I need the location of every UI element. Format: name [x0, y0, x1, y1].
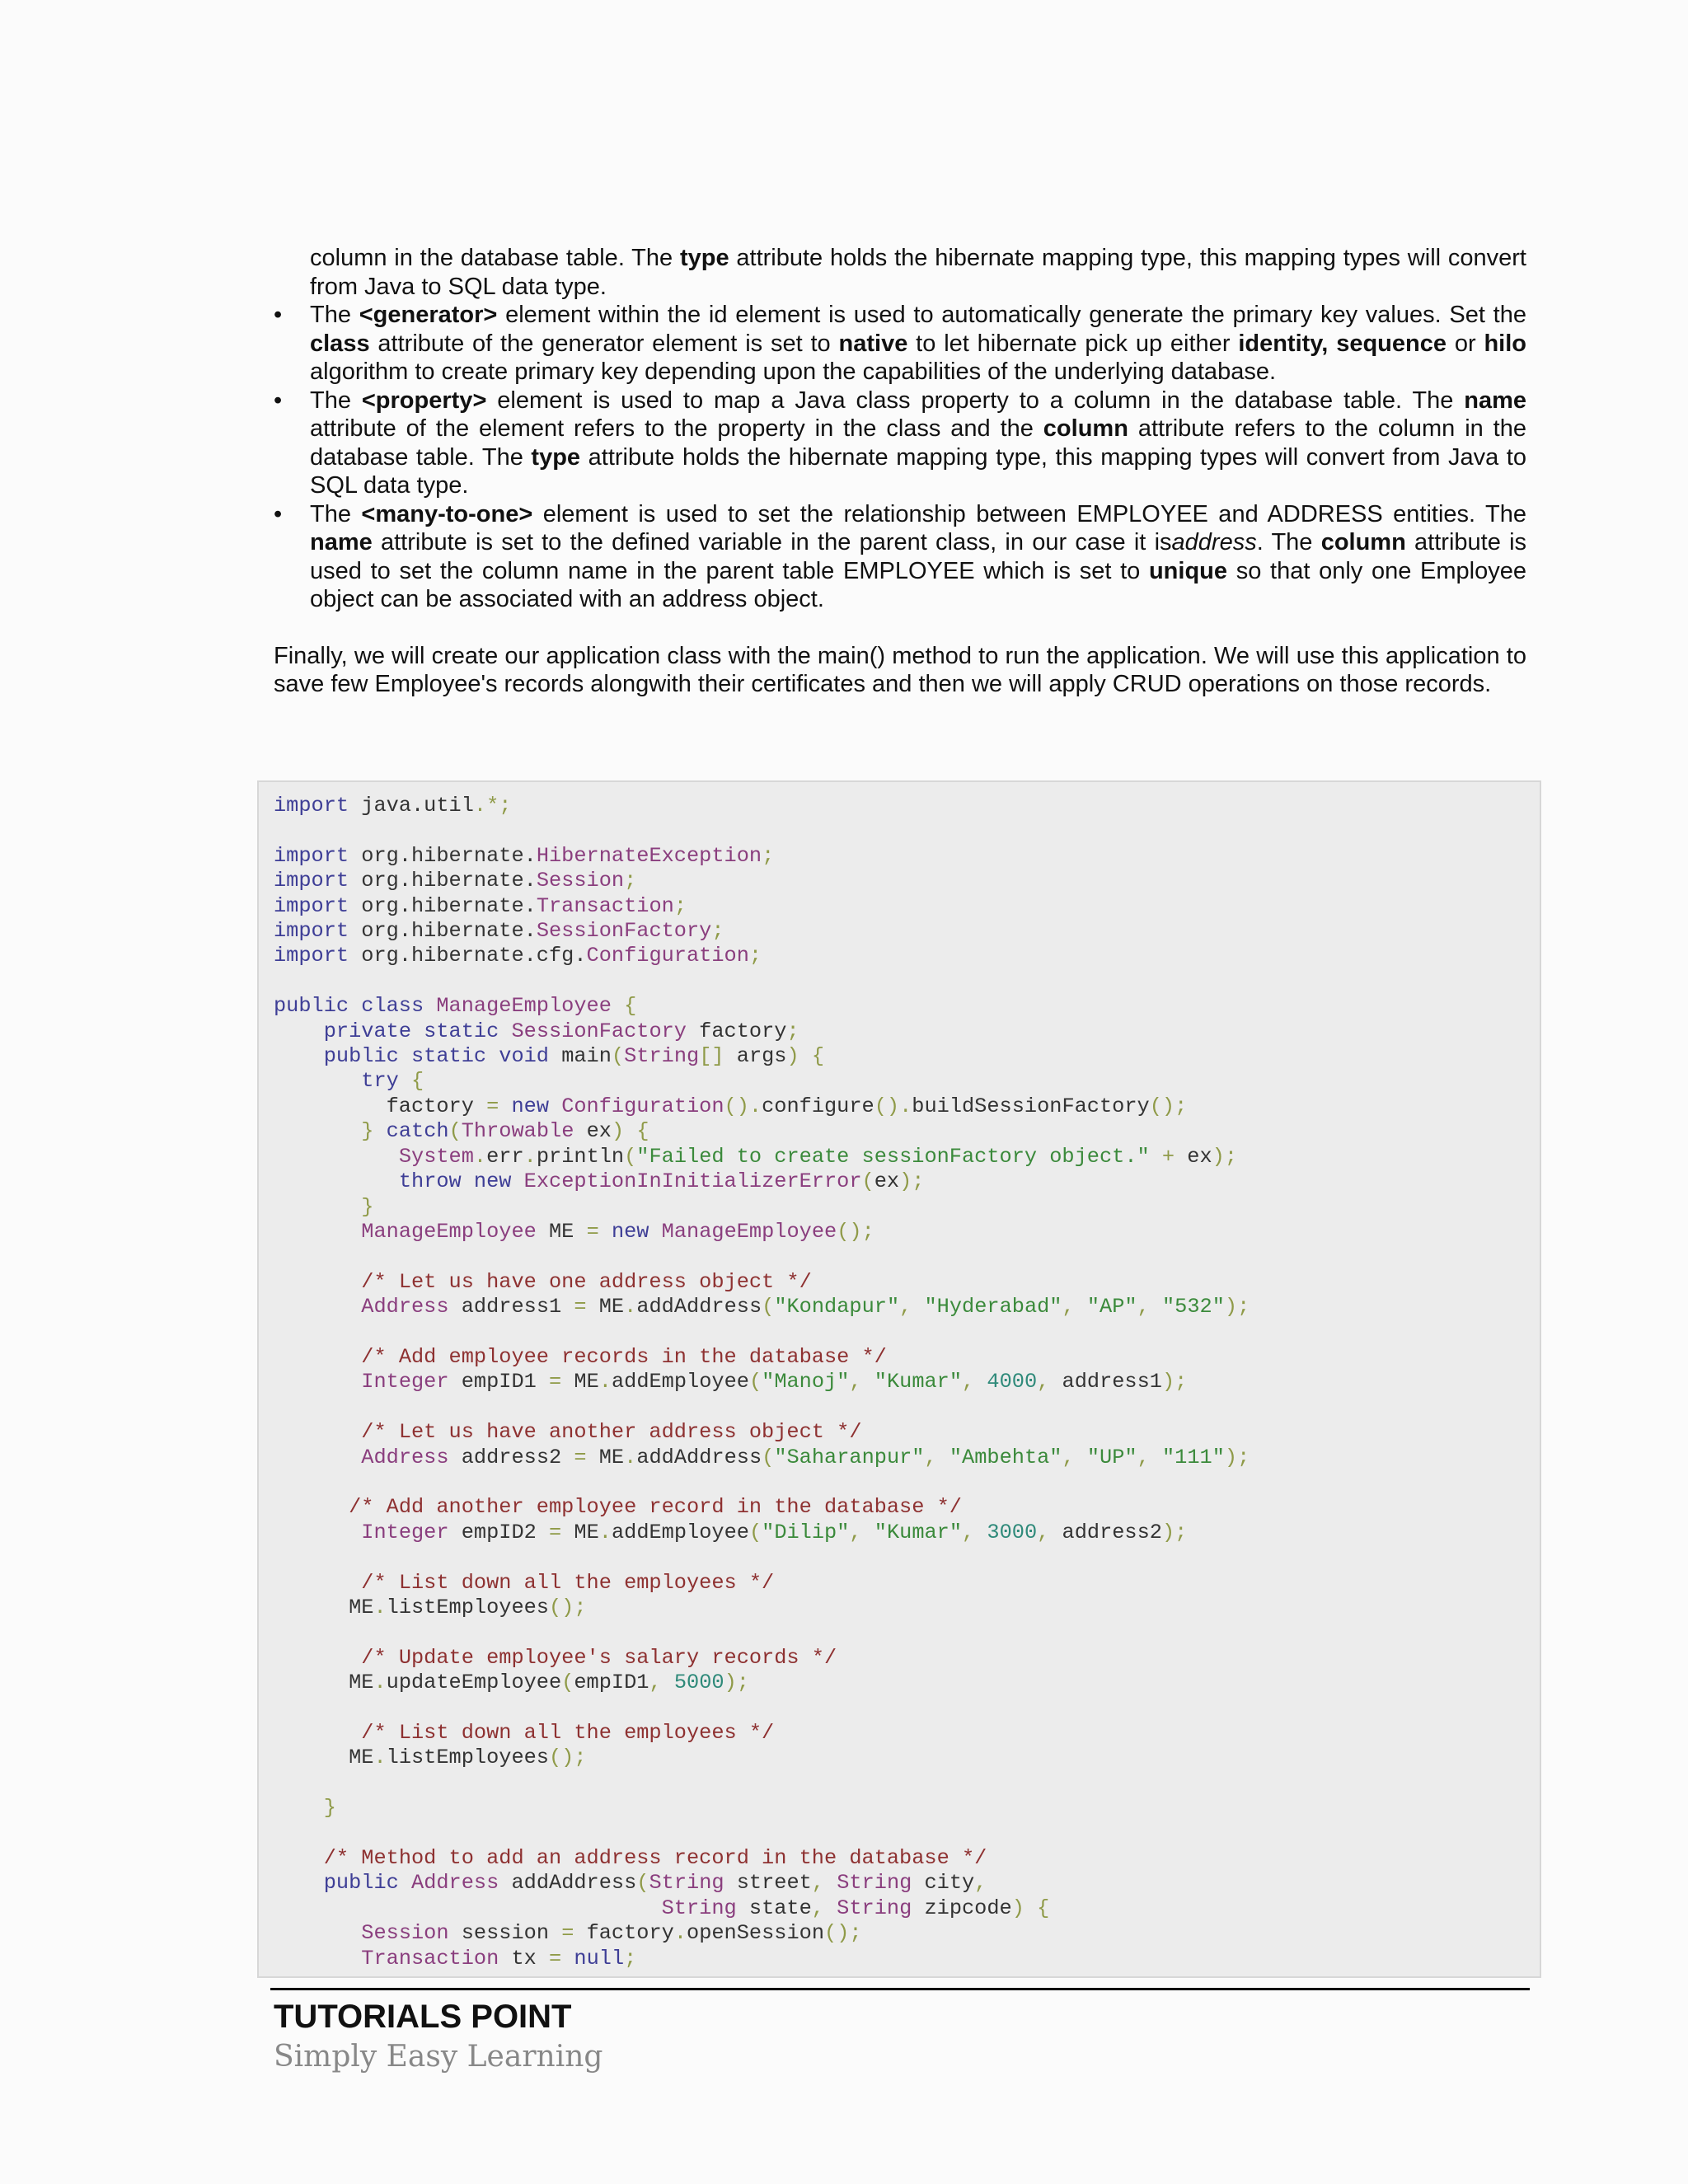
code-line: public class ManageEmployee {: [274, 994, 637, 1019]
code-listing: [274, 794, 1250, 1971]
code-line: /* List down all the employees */: [361, 1721, 775, 1746]
code-line: /* Update employee's salary records */: [361, 1645, 837, 1670]
code-line: ME.updateEmployee(empID1, 5000);: [274, 1671, 749, 1695]
code-line: ME.listEmployees();: [274, 1746, 587, 1770]
code-line: public Address addAddress(String street, String city,: [323, 1871, 987, 1896]
code-line: Address address2 = ME.addAddress("Saharanpur", "Ambehta", "UP", "111");: [361, 1445, 1250, 1469]
code-line: Address address1 = ME.addAddress("Kondapur", "Hyderabad", "AP", "532");: [361, 1295, 1250, 1319]
code-line: /* Add another employee record in the database */: [349, 1495, 962, 1520]
code-line: factory = new Configuration().configure().buildSessionFactory();: [274, 1094, 1188, 1118]
code-block: [257, 780, 1541, 1978]
code-line: import org.hibernate.HibernateException;: [274, 843, 775, 868]
footer-divider: [270, 1988, 1530, 1990]
bullet-property: • The <property> element is used to map a Java class property to a column in the database table. The name attribute of the element refers to the property in the class and the column attribute refers to the column in the database table. The type attribute holds the hibernate mapping type, this mapping types will convert from Java to SQL data type.: [274, 387, 1526, 500]
code-line: import org.hibernate.Transaction;: [274, 893, 687, 918]
code-line: public static void main(String[] args) {: [323, 1044, 825, 1069]
code-line: import org.hibernate.SessionFactory;: [274, 919, 724, 944]
code-line: /* Add employee records in the database */: [361, 1344, 887, 1369]
code-line: import org.hibernate.Session;: [274, 869, 637, 893]
code-line: ManageEmployee ME = new ManageEmployee();: [361, 1219, 874, 1244]
code-line: Integer empID2 = ME.addEmployee("Dilip", "Kumar", 3000, address2);: [361, 1520, 1188, 1544]
bullet-generator: • The <generator> element within the id element is used to automatically generate the primary key values. Set the class attribute of the generator element is set to native to let hibernate pick up either identity, sequence or hilo algorithm to create primary key depending upon the capabilities of the underlying database.: [274, 301, 1526, 387]
code-line: }: [323, 1796, 336, 1821]
bullet-many-to-one: • The <many-to-one> element is used to set the relationship between EMPLOYEE and ADDRESS entities. The name attribute is set to the defined variable in the parent class, in our case it isaddress. The column attribute is used to set the column name in the parent table EMPLOYEE which is set to unique so that only one Employee object can be associated with an address object.: [274, 500, 1526, 614]
code-line: String state, String zipcode) {: [661, 1896, 1050, 1920]
code-line: /* Let us have one address object */: [361, 1269, 812, 1294]
footer-title: TUTORIALS POINT: [274, 1999, 572, 2035]
footer-subtitle: Simply Easy Learning: [274, 2040, 603, 2074]
code-line: Integer empID1 = ME.addEmployee("Manoj", "Kumar", 4000, address1);: [361, 1370, 1188, 1394]
code-line: /* List down all the employees */: [361, 1570, 775, 1595]
code-line: System.err.println("Failed to create sessionFactory object." + ex);: [398, 1144, 1238, 1169]
bullet-list: [274, 301, 1526, 614]
code-line: } catch(Throwable ex) {: [361, 1119, 649, 1144]
code-line: import org.hibernate.cfg.Configuration;: [274, 944, 762, 968]
code-line: private static SessionFactory factory;: [323, 1019, 799, 1043]
code-line: throw new ExceptionInInitializerError(ex);: [398, 1169, 925, 1194]
intro-text: [274, 244, 1526, 699]
code-line: Transaction tx = null;: [361, 1946, 637, 1971]
code-line: import java.util.*;: [274, 794, 512, 818]
code-line: Session session = factory.openSession();: [361, 1921, 862, 1946]
code-line: /* Method to add an address record in the database */: [323, 1846, 987, 1871]
code-line: try {: [361, 1069, 424, 1094]
code-line: /* Let us have another address object */: [361, 1420, 862, 1445]
code-line: }: [361, 1194, 374, 1219]
code-line: ME.listEmployees();: [274, 1596, 587, 1619]
continuation-paragraph: column in the database table. The type attribute holds the hibernate mapping type, this mapping types will convert from Java to SQL data type.: [310, 245, 1526, 300]
application-paragraph: Finally, we will create our application class with the main() method to run the application. We will use this application to save few Employee's records alongwith their certificates and then we will apply CRUD operations on those records.: [274, 642, 1526, 697]
